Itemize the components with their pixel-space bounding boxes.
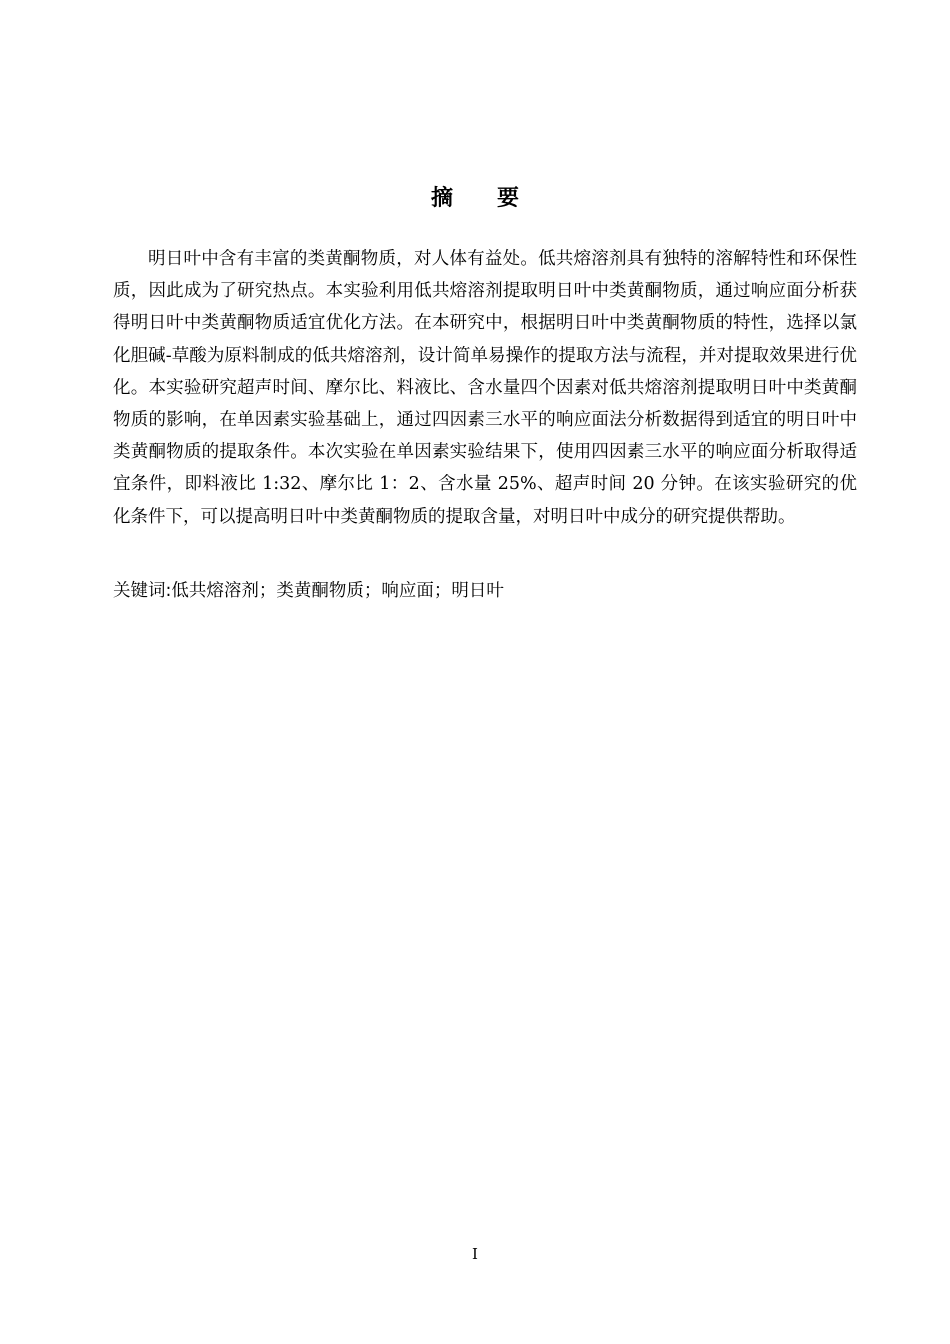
page-title <box>0 181 950 212</box>
keywords-value: 低共熔溶剂；类黄酮物质；响应面；明日叶 <box>171 581 504 601</box>
title-char-2: 要 <box>497 186 520 211</box>
title-char-1: 摘 <box>430 186 453 211</box>
keywords-label: 关键词: <box>113 581 172 601</box>
abstract-paragraph: 明日叶中含有丰富的类黄酮物质，对人体有益处。低共熔溶剂具有独特的溶解特性和环保性质，因此成为了研究热点。本实验利用低共熔溶剂提取明日叶中类黄酮物质，通过响应面分析获得明日叶中类黄酮物质适宜优化方法。在本研究中，根据明日叶中类黄酮物质的特性，选择以氯化胆碱-草酸为原料制成的低共熔溶剂，设计简单易操作的提取方法与流程，并对提取效果进行优化。本实验研究超声时间、摩尔比、料液比、含水量四个因素对低共熔溶剂提取明日叶中类黄酮物质的影响，在单因素实验基础上，通过四因素三水平的响应面法分析数据得到适宜的明日叶中类黄酮物质的提取条件。本次实验在单因素实验结果下，使用四因素三水平的响应面分析取得适宜条件，即料液比 1:32、摩尔比 1：2、含水量 25%、超声时间 20 分钟。在该实验研究的优化条件下，可以提高明日叶中类黄酮物质的提取含量，对明日叶中成分的研究提供帮助。 <box>113 249 857 527</box>
page-number: I <box>472 1245 478 1263</box>
keywords-line <box>113 577 857 605</box>
